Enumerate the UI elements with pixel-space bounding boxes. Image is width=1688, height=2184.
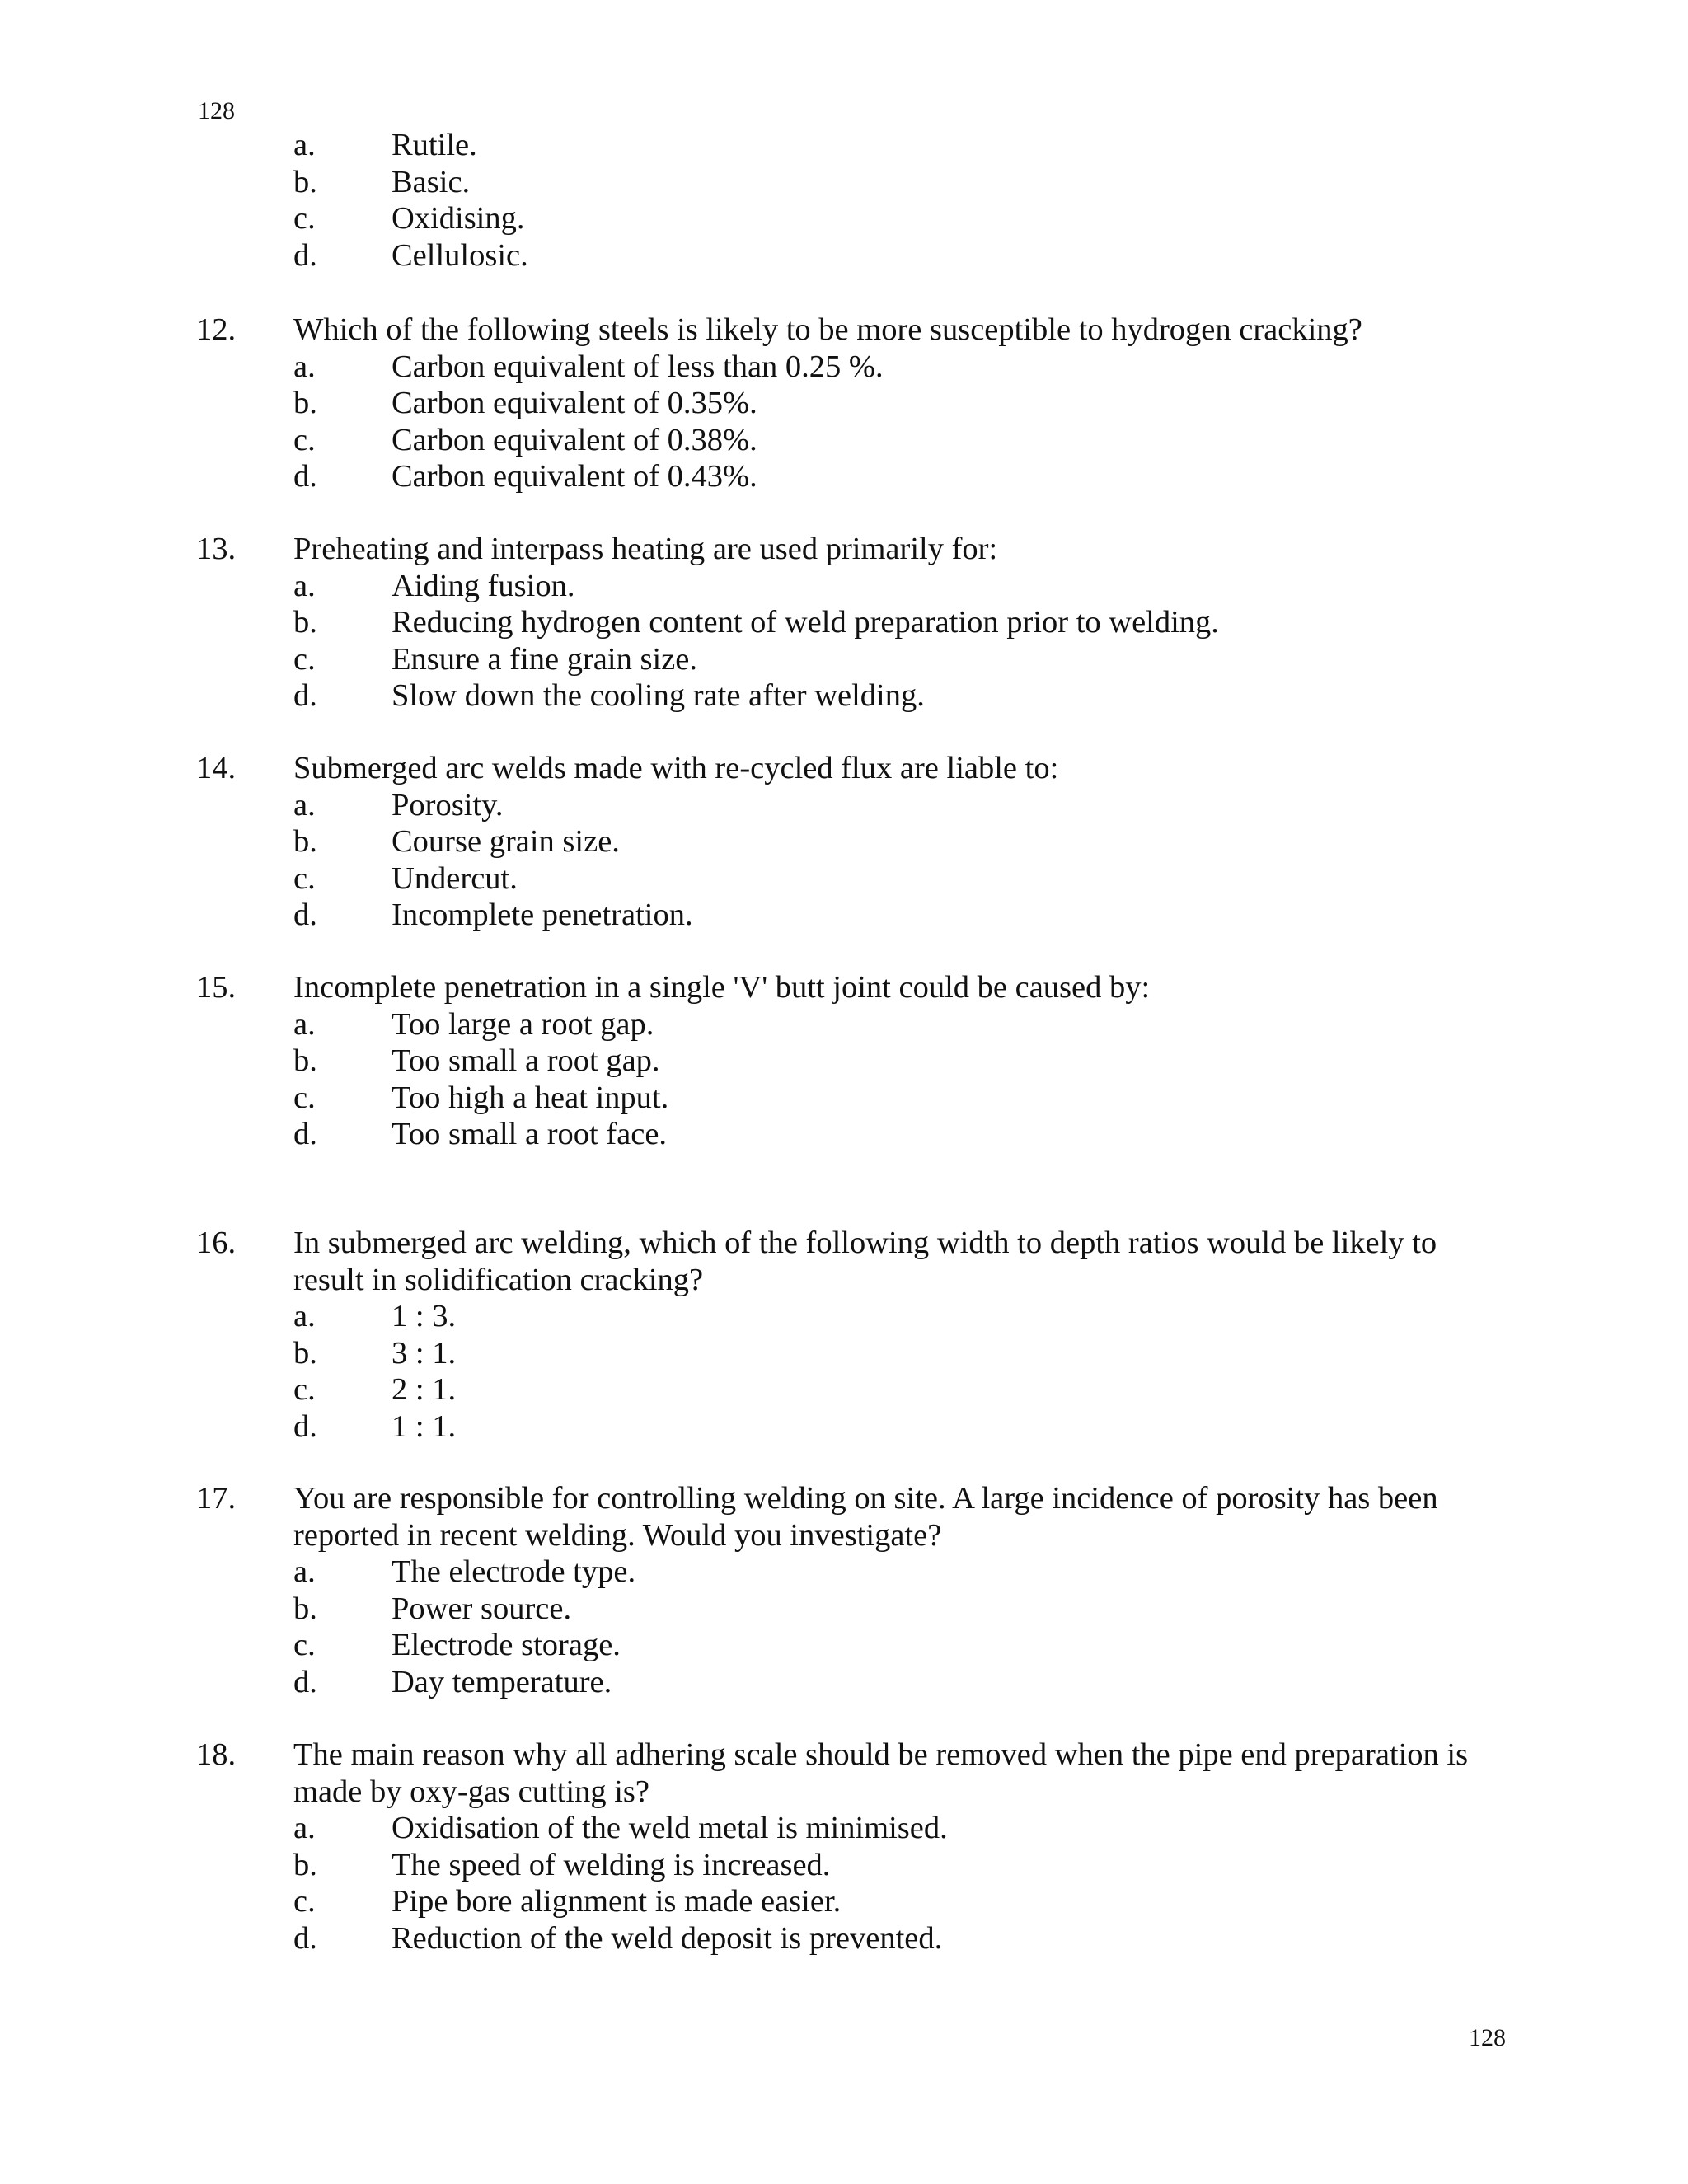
option-text: Carbon equivalent of 0.43%. (392, 459, 757, 494)
option-letter: c. (293, 201, 316, 236)
question-line (0, 1517, 1688, 1554)
question-text: reported in recent welding. Would you investigate? (293, 1517, 942, 1553)
option-letter: a. (293, 1299, 316, 1333)
question-line (0, 531, 1688, 568)
option-row (0, 604, 1688, 641)
page-number-bottom: 128 (1469, 2024, 1506, 2051)
question-number: 18. (196, 1737, 237, 1772)
option-row (0, 422, 1688, 459)
question-text: You are responsible for controlling welding on site. A large incidence of porosity has been (293, 1481, 1438, 1516)
option-letter: b. (293, 605, 317, 640)
question-line (0, 1774, 1688, 1811)
question-text: In submerged arc welding, which of the following width to depth ratios would be likely to (293, 1226, 1437, 1260)
option-letter: a. (293, 787, 316, 823)
option-letter: d. (293, 459, 317, 494)
question-line (0, 750, 1688, 787)
option-letter: c. (293, 1628, 316, 1662)
option-text: Ensure a fine grain size. (392, 641, 697, 677)
option-row (0, 1664, 1688, 1701)
option-row (0, 641, 1688, 678)
question-number: 14. (196, 751, 237, 785)
option-row (0, 1883, 1688, 1920)
question-text: The main reason why all adhering scale should be removed when the pipe end preparation is (293, 1737, 1469, 1772)
option-text: Carbon equivalent of less than 0.25 %. (392, 349, 884, 384)
question-text: Incomplete penetration in a single 'V' butt joint could be caused by: (293, 970, 1151, 1005)
option-letter: d. (293, 898, 317, 932)
option-letter: b. (293, 164, 317, 199)
option-text: Porosity. (392, 787, 504, 823)
option-letter: b. (293, 1043, 317, 1078)
option-row (0, 237, 1688, 274)
option-row (0, 897, 1688, 934)
option-text: Reducing hydrogen content of weld preparation prior to welding. (392, 605, 1219, 640)
question-18 (0, 1736, 1688, 1957)
question-line (0, 1262, 1688, 1299)
option-text: Electrode storage. (392, 1628, 621, 1662)
option-letter: c. (293, 860, 316, 896)
option-letter: c. (293, 641, 316, 677)
option-row (0, 1335, 1688, 1372)
question-text: Submerged arc welds made with re-cycled flux are liable to: (293, 751, 1059, 785)
option-letter: d. (293, 1664, 317, 1699)
option-row (0, 385, 1688, 422)
option-text: Oxidising. (392, 201, 525, 236)
option-text: Carbon equivalent of 0.38%. (392, 422, 757, 457)
option-letter: c. (293, 1372, 316, 1407)
question-number: 12. (196, 312, 237, 347)
question-text: made by oxy-gas cutting is? (293, 1774, 649, 1809)
option-letter: d. (293, 1117, 317, 1151)
option-row (0, 200, 1688, 237)
option-row (0, 349, 1688, 386)
question-16 (0, 1225, 1688, 1445)
question-text: Which of the following steels is likely to be more susceptible to hydrogen cracking? (293, 312, 1362, 347)
option-letter: c. (293, 1080, 316, 1115)
page-number-top: 128 (198, 97, 235, 124)
option-letter: d. (293, 1920, 317, 1956)
option-letter: b. (293, 1591, 317, 1626)
option-text: Rutile. (392, 128, 477, 162)
option-row (0, 458, 1688, 495)
option-text: Incomplete penetration. (392, 898, 693, 932)
option-text: Undercut. (392, 860, 518, 896)
option-letter: d. (293, 678, 317, 713)
option-letter: a. (293, 1811, 316, 1845)
question-12 (0, 312, 1688, 495)
option-letter: c. (293, 422, 316, 457)
option-letter: c. (293, 1884, 316, 1919)
option-row (0, 1116, 1688, 1153)
option-letter: b. (293, 1335, 317, 1371)
option-letter: a. (293, 128, 316, 162)
option-text: The speed of welding is increased. (392, 1847, 831, 1882)
question-line (0, 312, 1688, 349)
continuation-options (0, 127, 1688, 274)
option-row (0, 164, 1688, 201)
option-text: 1 : 1. (392, 1408, 457, 1444)
option-row (0, 1006, 1688, 1043)
question-line (0, 1225, 1688, 1262)
question-17 (0, 1480, 1688, 1700)
option-row (0, 1920, 1688, 1957)
option-row (0, 1554, 1688, 1591)
question-number: 13. (196, 532, 237, 566)
option-text: Day temperature. (392, 1664, 612, 1699)
option-row (0, 568, 1688, 605)
option-text: Too large a root gap. (392, 1006, 654, 1042)
question-text: result in solidification cracking? (293, 1262, 704, 1297)
option-row (0, 1847, 1688, 1884)
question-text: Preheating and interpass heating are used primarily for: (293, 532, 998, 566)
option-letter: a. (293, 568, 316, 603)
option-text: Reduction of the weld deposit is prevented. (392, 1920, 943, 1956)
option-text: Pipe bore alignment is made easier. (392, 1884, 842, 1919)
question-number: 17. (196, 1481, 237, 1516)
option-letter: a. (293, 1006, 316, 1042)
option-text: The electrode type. (392, 1554, 636, 1589)
question-number: 15. (196, 970, 237, 1005)
option-row (0, 1627, 1688, 1664)
option-row (0, 1591, 1688, 1628)
option-text: Course grain size. (392, 824, 620, 859)
option-text: Aiding fusion. (392, 568, 575, 603)
option-letter: b. (293, 386, 317, 420)
option-row (0, 823, 1688, 860)
option-text: Cellulosic. (392, 237, 528, 273)
option-row (0, 127, 1688, 164)
question-14 (0, 750, 1688, 934)
question-line (0, 1736, 1688, 1774)
option-text: Too small a root face. (392, 1117, 668, 1151)
option-letter: b. (293, 1847, 317, 1882)
option-row (0, 1810, 1688, 1847)
option-row (0, 677, 1688, 715)
option-text: Power source. (392, 1591, 572, 1626)
option-text: Too high a heat input. (392, 1080, 669, 1115)
option-text: 2 : 1. (392, 1372, 457, 1407)
option-row (0, 1371, 1688, 1408)
option-text: 1 : 3. (392, 1299, 457, 1333)
option-letter: d. (293, 237, 317, 273)
option-row (0, 1408, 1688, 1446)
question-15 (0, 969, 1688, 1153)
option-row (0, 860, 1688, 898)
question-line (0, 969, 1688, 1006)
question-13 (0, 531, 1688, 715)
option-letter: d. (293, 1408, 317, 1444)
option-text: Oxidisation of the weld metal is minimised. (392, 1811, 948, 1845)
option-text: Slow down the cooling rate after welding. (392, 678, 925, 713)
option-letter: a. (293, 349, 316, 384)
option-letter: b. (293, 824, 317, 859)
option-text: Basic. (392, 164, 471, 199)
question-number: 16. (196, 1226, 237, 1260)
question-line (0, 1480, 1688, 1517)
option-row (0, 787, 1688, 824)
option-text: 3 : 1. (392, 1335, 457, 1371)
option-row (0, 1298, 1688, 1335)
option-row (0, 1080, 1688, 1117)
option-text: Carbon equivalent of 0.35%. (392, 386, 757, 420)
option-text: Too small a root gap. (392, 1043, 660, 1078)
option-letter: a. (293, 1554, 316, 1589)
option-row (0, 1043, 1688, 1080)
